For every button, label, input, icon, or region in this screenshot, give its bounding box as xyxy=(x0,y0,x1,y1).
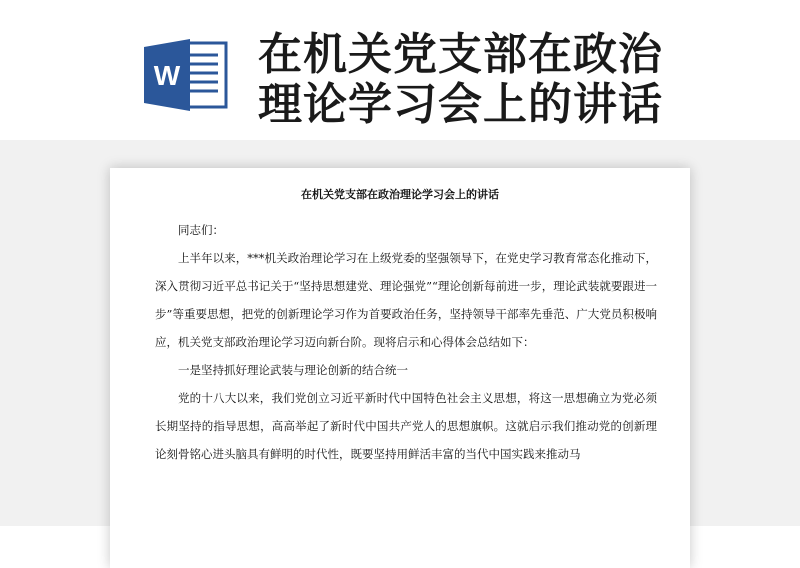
paragraph-1: 上半年以来，***机关政治理论学习在上级党委的坚强领导下，在党史学习教育常态化推动下，深入贯彻习近平总书记关于“坚持思想建党、理论强党”“理论创新每前进一步，理论武装就要跟进一步”等重要思想，把党的创新理论学习作为首要政治任务，坚持领导干部率先垂范、广大党员积极响应，机关党支部政治理论学习迈向新台阶。现将启示和心得体会总结如下： xyxy=(155,251,657,349)
banner-title xyxy=(258,30,663,130)
banner xyxy=(0,0,800,140)
salutation: 同志们： xyxy=(178,223,224,237)
document-title: 在机关党支部在政治理论学习会上的讲话 xyxy=(301,188,499,201)
word-icon xyxy=(140,35,230,115)
document-page xyxy=(110,168,690,568)
document-body xyxy=(155,216,657,468)
section-heading-1: 一是坚持抓好理论武装与理论创新的结合统一 xyxy=(178,363,408,377)
paragraph-2: 党的十八大以来，我们党创立习近平新时代中国特色社会主义思想，将这一思想确立为党必须长期坚持的指导思想，高高举起了新时代中国共产党人的思想旗帜。这就启示我们推动党的创新理论刻骨铭心进头脑具有鲜明的时代性，既要坚持用鲜活丰富的当代中国实践来推动马 xyxy=(155,391,657,461)
word-logo-letter: W xyxy=(153,60,181,91)
banner-title-line-1: 在机关党支部在政治 xyxy=(258,29,663,80)
banner-title-line-2: 理论学习会上的讲话 xyxy=(258,79,663,130)
